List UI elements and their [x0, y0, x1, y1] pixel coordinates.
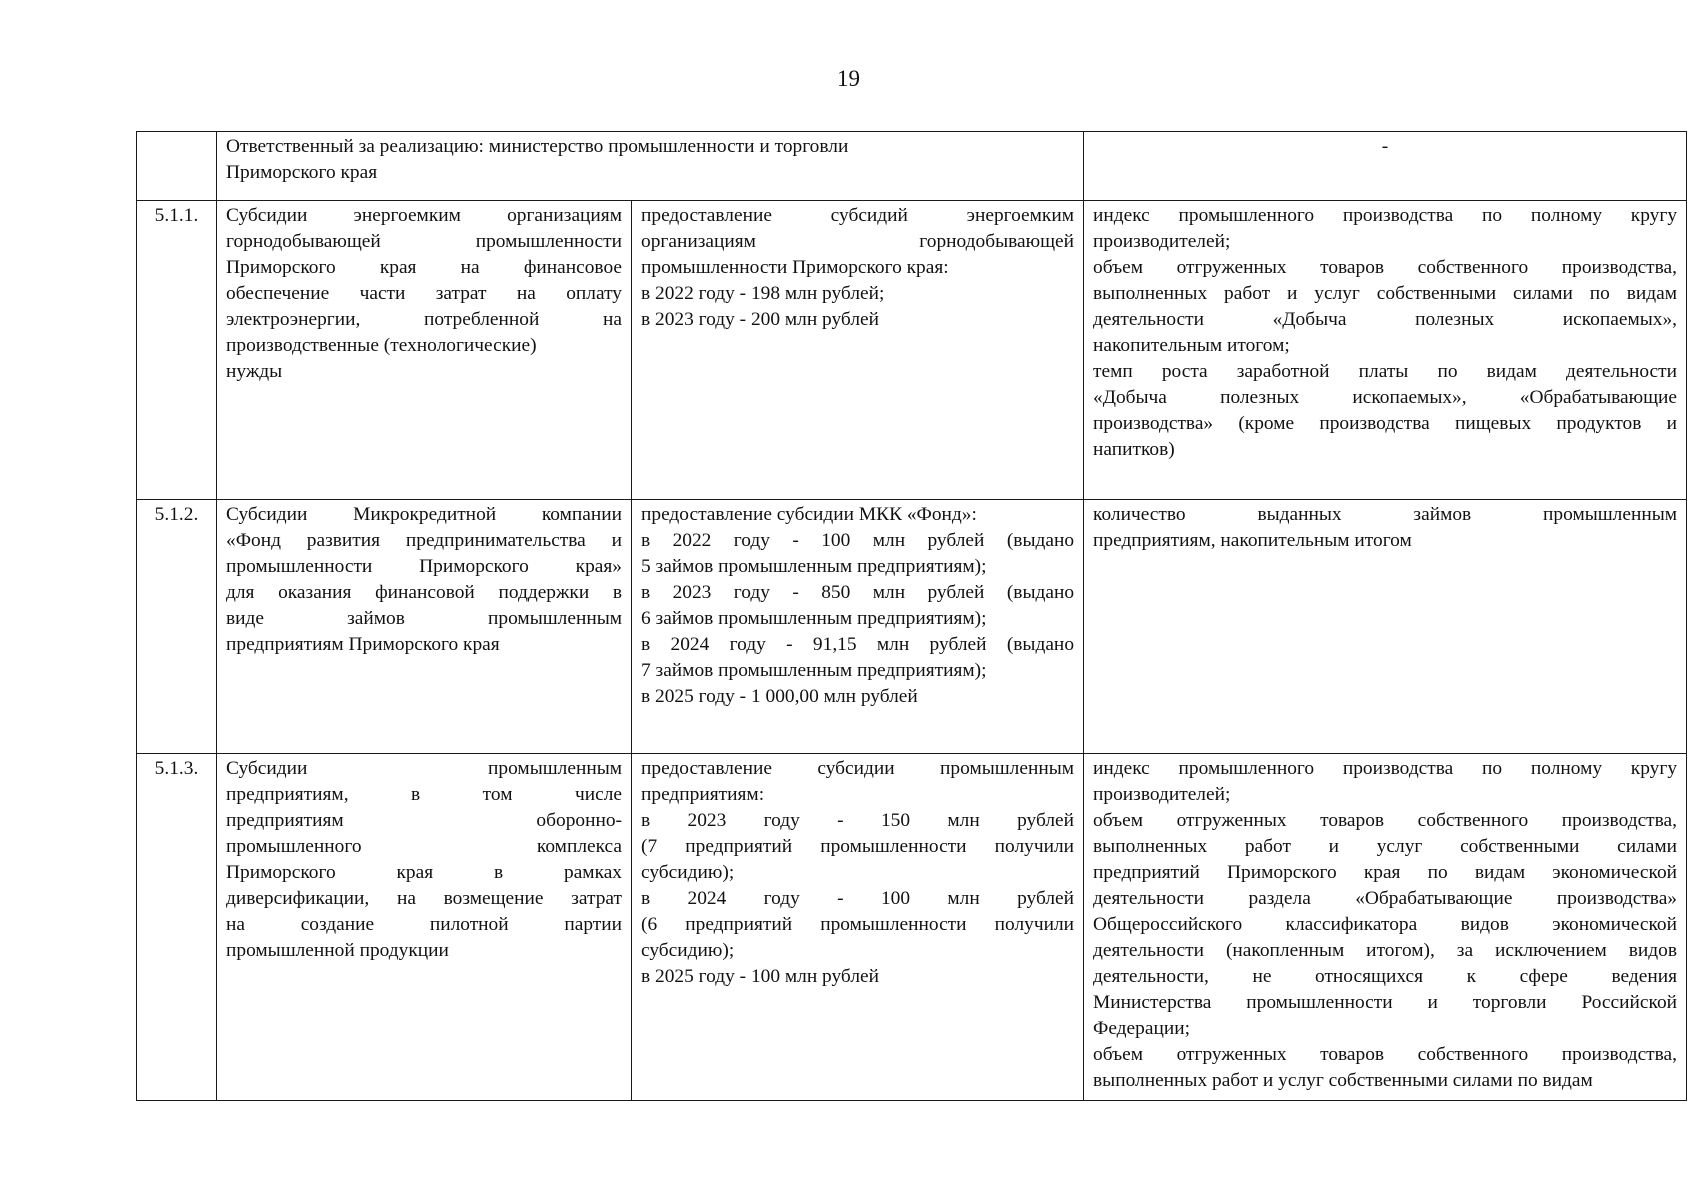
result-line: в 2023 году - 200 млн рублей: [641, 309, 879, 330]
table-row: [137, 500, 1687, 754]
page-number: 19: [837, 66, 860, 91]
indicator-line: предприятий Приморского края по видам экономической: [1093, 862, 1678, 883]
measure-name-cell: [217, 500, 632, 754]
result-line: в 2023 году - 150 млн рублей: [641, 810, 1075, 831]
table-row: [137, 754, 1687, 1101]
name-line: Приморского края в рамках: [226, 862, 622, 883]
name-line: на создание пилотной партии: [226, 914, 622, 935]
name-line: промышленного комплекса: [226, 836, 622, 857]
indicator-line: выполненных работ и услуг собственными силами: [1093, 836, 1678, 857]
measure-name-cell: [217, 754, 632, 1101]
result-line: в 2025 году - 100 млн рублей: [641, 966, 879, 987]
measure-result-cell: [632, 201, 1084, 500]
result-line: 5 займов промышленным предприятиям);: [641, 556, 987, 577]
indicator-line: производителей;: [1093, 784, 1231, 805]
responsible-row: [137, 132, 1687, 201]
result-line: 6 займов промышленным предприятиям);: [641, 608, 987, 629]
dash-placeholder: -: [1381, 136, 1389, 157]
measure-indicator-cell: [1084, 754, 1687, 1101]
result-line: в 2022 году - 100 млн рублей (выдано: [641, 530, 1075, 551]
measure-result-cell: [632, 500, 1084, 754]
indicator-line: Общероссийского классификатора видов экономической: [1093, 914, 1678, 935]
name-line: предприятиям Приморского края: [226, 634, 500, 655]
name-line: Субсидии промышленным: [226, 758, 622, 779]
measure-indicator-cell: [1084, 201, 1687, 500]
indicator-line: Федерации;: [1093, 1018, 1190, 1039]
result-line: в 2022 году - 198 млн рублей;: [641, 283, 885, 304]
indicator-line: накопительным итогом;: [1093, 335, 1290, 356]
name-line: «Фонд развития предпринимательства и: [226, 530, 622, 551]
indicator-line: количество выданных займов промышленным: [1093, 504, 1678, 525]
name-line: Субсидии Микрокредитной компании: [226, 504, 622, 525]
responsible-indicator-cell: [1084, 132, 1687, 201]
name-line: обеспечение части затрат на оплату: [226, 283, 622, 304]
result-line: 7 займов промышленным предприятиям);: [641, 660, 987, 681]
indicator-line: деятельности раздела «Обрабатывающие производства»: [1093, 888, 1678, 909]
result-line: предоставление субсидии МКК «Фонд»:: [641, 504, 977, 525]
table-row: [137, 201, 1687, 500]
responsible-line: Приморского края: [226, 162, 378, 183]
name-line: Приморского края на финансовое: [226, 257, 622, 278]
measures-table: [136, 131, 1687, 1101]
indicator-line: выполненных работ и услуг собственными силами по видам: [1093, 1070, 1593, 1091]
result-line: предоставление субсидии промышленным: [641, 758, 1075, 779]
indicator-line: индекс промышленного производства по полному кругу: [1093, 758, 1678, 779]
indicator-line: выполненных работ и услуг собственными силами по видам: [1093, 283, 1678, 304]
measure-name-cell: [217, 201, 632, 500]
result-line: предоставление субсидий энергоемким: [641, 205, 1075, 226]
name-line: электроэнергии, потребленной на: [226, 309, 622, 330]
result-line: в 2024 году - 100 млн рублей: [641, 888, 1075, 909]
indicator-line: индекс промышленного производства по полному кругу: [1093, 205, 1678, 226]
indicator-line: объем отгруженных товаров собственного производства,: [1093, 257, 1678, 278]
result-line: (6 предприятий промышленности получили: [641, 914, 1075, 935]
name-line: Субсидии энергоемким организациям: [226, 205, 622, 226]
result-line: организациям горнодобывающей: [641, 231, 1075, 252]
name-line: нужды: [226, 361, 283, 382]
indicator-line: производства» (кроме производства пищевых продуктов и: [1093, 413, 1678, 434]
indicator-line: производителей;: [1093, 231, 1231, 252]
name-line: диверсификации, на возмещение затрат: [226, 888, 622, 909]
result-line: промышленности Приморского края:: [641, 257, 949, 278]
responsible-cell: [217, 132, 1084, 201]
result-line: в 2025 году - 1 000,00 млн рублей: [641, 686, 918, 707]
indicator-line: напитков): [1093, 439, 1175, 460]
empty-number-cell: [137, 132, 217, 201]
name-line: производственные (технологические): [226, 335, 537, 356]
row-number: 5.1.2.: [137, 500, 217, 754]
indicator-line: объем отгруженных товаров собственного производства,: [1093, 1044, 1678, 1065]
indicator-line: объем отгруженных товаров собственного производства,: [1093, 810, 1678, 831]
result-line: субсидию);: [641, 862, 735, 883]
indicator-line: предприятиям, накопительным итогом: [1093, 530, 1412, 551]
name-line: виде займов промышленным: [226, 608, 622, 629]
indicator-line: деятельности «Добыча полезных ископаемых»,: [1093, 309, 1678, 330]
name-line: предприятиям оборонно-: [226, 810, 622, 831]
result-line: в 2024 году - 91,15 млн рублей (выдано: [641, 634, 1075, 655]
indicator-line: темп роста заработной платы по видам деятельности: [1093, 361, 1678, 382]
name-line: предприятиям, в том числе: [226, 784, 622, 805]
indicator-line: деятельности, не относящихся к сфере ведения: [1093, 966, 1678, 987]
row-number: 5.1.1.: [137, 201, 217, 500]
name-line: горнодобывающей промышленности: [226, 231, 622, 252]
name-line: для оказания финансовой поддержки в: [226, 582, 622, 603]
name-line: промышленной продукции: [226, 940, 449, 961]
responsible-line: Ответственный за реализацию: министерство промышленности и торговли: [226, 136, 849, 157]
indicator-line: деятельности (накопленным итогом), за исключением видов: [1093, 940, 1678, 961]
row-number: 5.1.3.: [137, 754, 217, 1101]
name-line: промышленности Приморского края»: [226, 556, 622, 577]
result-line: субсидию);: [641, 940, 735, 961]
result-line: предприятиям:: [641, 784, 765, 805]
measure-indicator-cell: [1084, 500, 1687, 754]
result-line: (7 предприятий промышленности получили: [641, 836, 1075, 857]
measure-result-cell: [632, 754, 1084, 1101]
indicator-line: Министерства промышленности и торговли Российской: [1093, 992, 1678, 1013]
result-line: в 2023 году - 850 млн рублей (выдано: [641, 582, 1075, 603]
indicator-line: «Добыча полезных ископаемых», «Обрабатывающие: [1093, 387, 1678, 408]
